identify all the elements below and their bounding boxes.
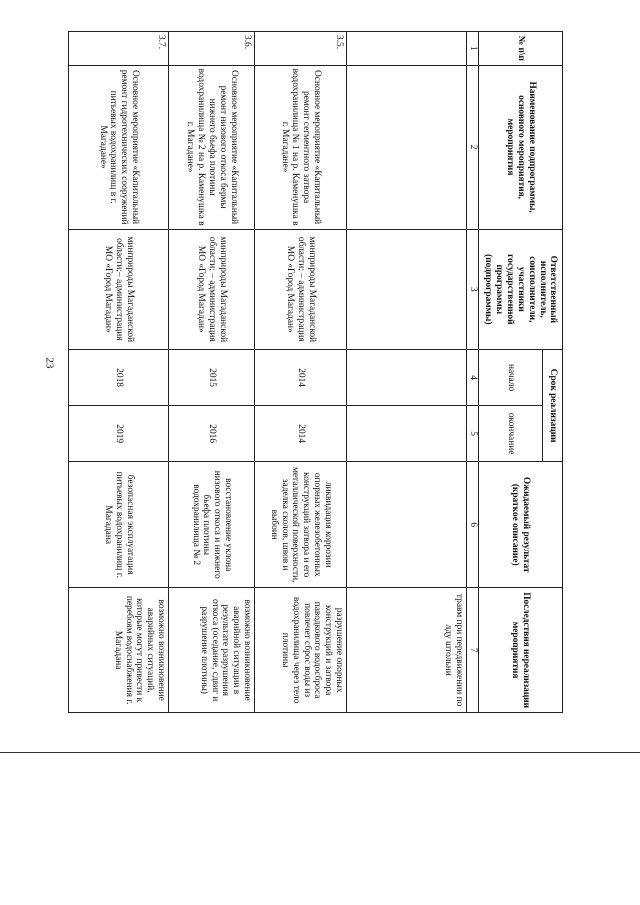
row-start: 2018 — [69, 350, 169, 406]
table-row — [69, 32, 169, 713]
row-end: 2016 — [169, 406, 255, 462]
header-consequences: Последствия нереализации мероприятия — [479, 588, 563, 713]
header-start: начало — [479, 350, 543, 406]
row-executor: минприроды Магаданской области; – администрация МО «Город Магадан» — [169, 229, 255, 350]
measures-table — [68, 31, 563, 713]
header-term: Срок реализации — [543, 350, 563, 462]
page-bottom-divider — [0, 752, 640, 753]
row-end: 2014 — [255, 406, 347, 462]
row-start: 2014 — [255, 350, 347, 406]
row-name: Основное мероприятие «Капитальный ремонт сегментного затвора водохранилища № 1 на р. Каменушка в г. Магадане» — [255, 65, 347, 229]
column-numbers-row — [467, 32, 479, 713]
header-executor: Ответственный исполнитель, соисполнители, участники государственной программы (подпрограммы) — [479, 229, 563, 350]
header-num: № п\п — [479, 32, 563, 66]
header-result: Ожидаемый результат (краткое описание) — [479, 462, 563, 588]
col-number: 4 — [467, 350, 479, 406]
row-consequence: возможно возникновение аварийной ситуации в результате разрушения откоса (оседание, сдвиг и разрушение плотины) — [169, 588, 255, 713]
table-row — [169, 32, 255, 713]
row-num: 3.7. — [69, 32, 169, 66]
continuation-consequence: травм при передвижении по лду штольни — [347, 588, 467, 713]
col-number: 5 — [467, 406, 479, 462]
page-number: 23 — [43, 357, 56, 369]
col-number: 1 — [467, 32, 479, 66]
header-end: окончание — [479, 406, 543, 462]
rotated-table-page — [69, 31, 563, 713]
row-start: 2015 — [169, 350, 255, 406]
row-name: Основное мероприятие «Капитальный ремонт низового откоса бермы нижнего бьефа плотины водохранилища № 2 на р. Каменушка в г. Магадане» — [169, 65, 255, 229]
continuation-row — [347, 32, 467, 713]
row-executor: минприроды Магаданской области; – администрация МО «Город Магадан» — [255, 229, 347, 350]
row-result: восстановление уклона низового откоса и нижнего бьефа плотины водохранилища № 2 — [169, 462, 255, 588]
table-row — [255, 32, 347, 713]
row-result: ликвидация коррозии опорных железобетонных конструкций затвора и его металлической поверхности, заделка сколов, швов и выбоин — [255, 462, 347, 588]
row-num: 3.6. — [169, 32, 255, 66]
row-consequence: разрушение опорных конструкций и затвора паводкового водосброса повлечет сброс воды из водохранилища через тело плотины — [255, 588, 347, 713]
row-result: безопасная эксплуатация питьевых водохранилищ г. Магадана — [69, 462, 169, 588]
col-number: 3 — [467, 229, 479, 350]
row-num: 3.5. — [255, 32, 347, 66]
col-number: 2 — [467, 65, 479, 229]
row-end: 2019 — [69, 406, 169, 462]
row-executor: минприроды Магаданской области;– администрация МО «Город Магадан» — [69, 229, 169, 350]
row-consequence: возможно возникновение аварийных ситуаций, которые могут привести к перебоям водоснабжения г. Магадана — [69, 588, 169, 713]
col-number: 7 — [467, 588, 479, 713]
header-name: Наименование подпрограммы, основного мероприятия, мероприятия — [479, 65, 563, 229]
row-name: Основное мероприятие «Капитальный ремонт гидротехнических сооружений питьевых водохранилищ в г. Магадане» — [69, 65, 169, 229]
col-number: 6 — [467, 462, 479, 588]
